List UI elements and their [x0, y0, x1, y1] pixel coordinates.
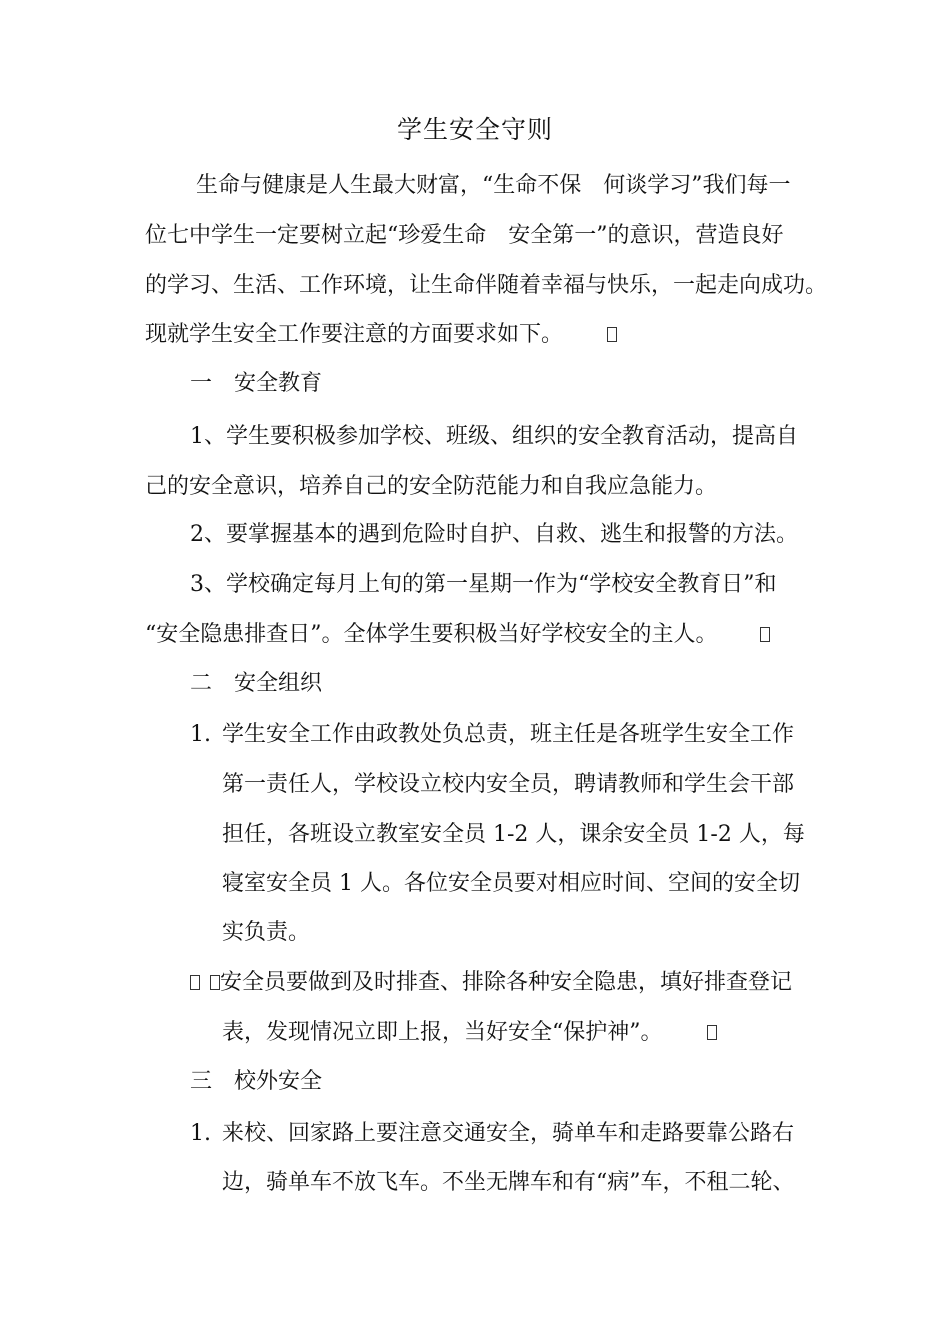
section-2-item-2-line-2-text: 表，发现情况立即上报，当好安全“保护神”。: [222, 1020, 663, 1045]
intro-line-3: 的学习、生活、工作环境，让生命伴随着幸福与快乐，一起走向成功。: [145, 273, 828, 298]
section-3-item-1-line-2: 边，骑单车不放飞车。不坐无牌车和有“病”车，不租二轮、: [222, 1170, 795, 1195]
section-2-item-1-line-2: 第一责任人，学校设立校内安全员，聘请教师和学生会干部: [222, 772, 795, 797]
section-1-item-line-1: 1、学生要积极参加学校、班级、组织的安全教育活动，提高自: [190, 424, 798, 449]
section-2-item-1-line-3: 担任，各班设立教室安全员 1-2 人，课余安全员 1-2 人，每: [222, 822, 805, 847]
section-2-item-2-line-1-text: 安全员要做到及时排查、排除各种安全隐患，填好排查登记: [220, 970, 793, 995]
section-2-item-2-line-2: [222, 1016, 717, 1050]
section-2-item-1-line-1: 学生安全工作由政教处负总责，班主任是各班学生安全工作: [222, 722, 795, 747]
missing-glyph-icon: [760, 627, 770, 642]
section-2-item-1-number: 1.: [190, 722, 211, 747]
section-2-item-1-line-4: 寝室安全员 1 人。各位安全员要对相应时间、空间的安全切: [222, 871, 800, 896]
missing-glyph-icon: [707, 1025, 717, 1040]
intro-line-4: [145, 318, 617, 352]
section-1-item-line-2: 己的安全意识，培养自己的安全防范能力和自我应急能力。: [145, 474, 718, 499]
section-2-item-1-line-5: 实负责。: [222, 920, 311, 945]
section-2-item-2-line-1: [190, 966, 792, 1000]
document-title: 学生安全守则: [396, 115, 553, 144]
section-1-item-line-3: 2、要掌握基本的遇到危险时自护、自救、逃生和报警的方法。: [190, 522, 798, 547]
intro-line-4-text: 现就学生安全工作要注意的方面要求如下。: [145, 322, 564, 347]
section-1-item-line-4: 3、学校确定每月上旬的第一星期一作为“学校安全教育日”和: [190, 572, 777, 597]
section-3-item-1-number: 1.: [190, 1121, 211, 1146]
section-3-item-1-line-1: 来校、回家路上要注意交通安全，骑单车和走路要靠公路右: [222, 1121, 795, 1146]
intro-line-2: 位七中学生一定要树立起“珍爱生命 安全第一”的意识，营造良好: [145, 223, 784, 248]
section-1-item-line-5-text: “安全隐患排查日”。全体学生要积极当好学校安全的主人。: [145, 622, 718, 647]
missing-glyph-icon: [210, 975, 220, 990]
section-2-heading: 二 安全组织: [190, 671, 323, 696]
intro-line-1: 生命与健康是人生最大财富，“生命不保 何谈学习”我们每一: [196, 173, 791, 198]
section-3-heading: 三 校外安全: [190, 1069, 323, 1094]
missing-glyph-icon: [607, 327, 617, 342]
section-1-item-line-5: [145, 618, 770, 652]
section-1-heading: 一 安全教育: [190, 371, 323, 396]
missing-glyph-icon: [190, 975, 200, 990]
